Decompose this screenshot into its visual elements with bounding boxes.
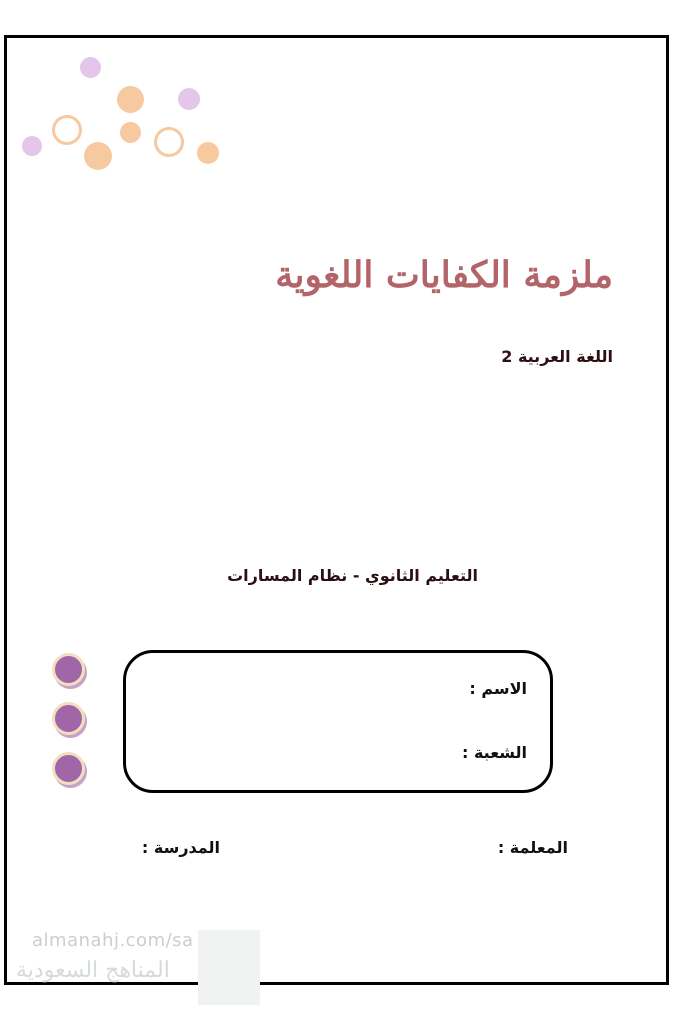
watermark-site: almanahj.com/sa	[32, 930, 194, 951]
subject-label: اللغة العربية 2	[501, 347, 613, 366]
watermark-arabic: المناهج السعودية	[16, 958, 170, 983]
decor-circle-lavender	[80, 57, 101, 78]
decor-circle-peach	[120, 122, 141, 143]
decor-ring-peach	[52, 115, 82, 145]
decor-circle-peach	[117, 86, 144, 113]
watermark-logo	[198, 930, 260, 1005]
student-info-box	[123, 650, 553, 793]
school-label: المدرسة :	[141, 838, 220, 857]
track-label: التعليم الثانوي - نظام المسارات	[227, 566, 478, 585]
decor-circle-peach	[84, 142, 112, 170]
decor-circle-lavender	[178, 88, 200, 110]
teacher-label: المعلمة :	[497, 838, 568, 857]
bullet-circle	[52, 653, 85, 686]
bullet-circle	[52, 752, 85, 785]
name-field-label: الاسم :	[469, 679, 527, 698]
section-field-label: الشعبة :	[461, 743, 527, 762]
page-frame	[4, 35, 669, 985]
cover-title: ملزمة الكفايات اللغوية	[275, 254, 613, 296]
decor-ring-peach	[154, 127, 184, 157]
bullet-circle	[52, 702, 85, 735]
decor-circle-peach	[197, 142, 219, 164]
decor-circle-lavender	[22, 136, 42, 156]
